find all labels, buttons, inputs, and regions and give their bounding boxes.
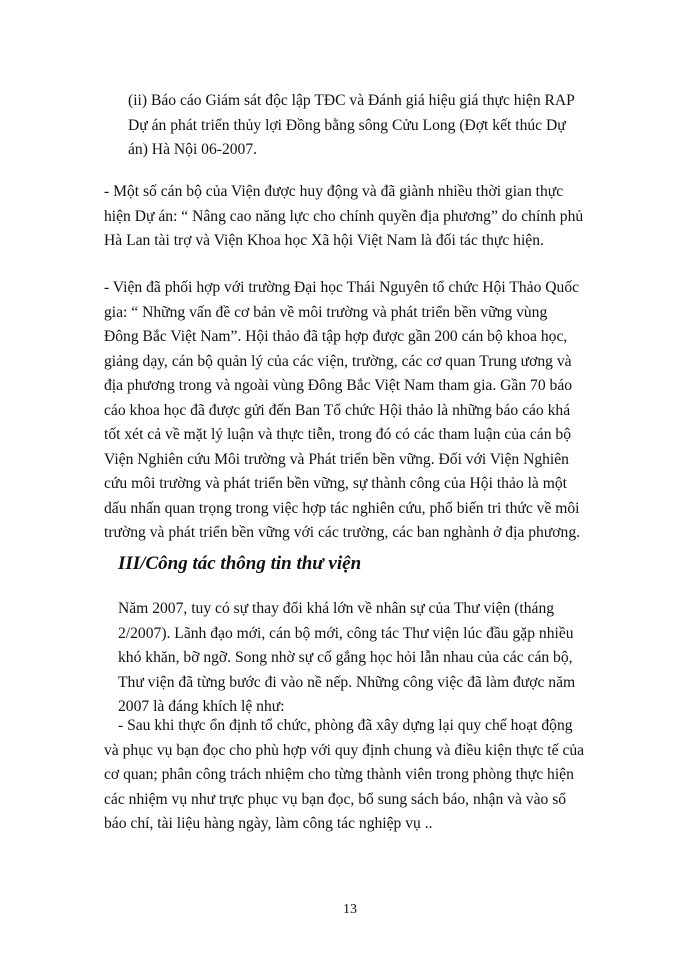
- text-line: Dự án phát triển thủy lợi Đồng bằng sông Cửu Long (Đợt kết thúc Dự: [128, 116, 566, 134]
- section-heading-library: III/Công tác thông tin thư viện: [118, 553, 362, 574]
- report-item-ii: [128, 89, 598, 163]
- paragraph-conference: [104, 276, 604, 546]
- text-line: cứu môi trường và phát triển bền vững, sự thành công của Hội thảo là một: [104, 475, 567, 492]
- text-line: - Sau khi thực ổn định tổ chức, phòng đã xây dựng lại quy chế hoạt động: [118, 717, 573, 734]
- text-line: Viện Nghiên cứu Môi trường và Phát triển bền vững. Đối với Viện Nghiên: [104, 450, 569, 468]
- text-line: cáo khoa học đã được gửi đến Ban Tổ chức Hội thảo là những báo cáo khá: [104, 401, 571, 419]
- text-line: Năm 2007, tuy có sự thay đổi khá lớn về nhân sự của Thư viện (tháng: [118, 600, 555, 617]
- text-line: giảng dạy, cán bộ quản lý của các viện, trường, các cơ quan Trung ương và: [104, 352, 572, 370]
- text-line: cơ quan; phân công trách nhiệm cho từng thành viên trong phòng thực hiện: [104, 766, 574, 783]
- paragraph-project: [104, 180, 604, 254]
- text-line: gia: “ Những vấn đề cơ bản về môi trường và phát triển bền vững vùng: [104, 303, 548, 321]
- text-line: các nhiệm vụ như trực phục vụ bạn đọc, bổ sung sách báo, nhận và vào sổ: [104, 790, 567, 808]
- text-line: án) Hà Nội 06-2007.: [128, 141, 258, 158]
- text-line: và phục vụ bạn đọc cho phù hợp với quy định chung và điều kiện thực tế của: [104, 741, 585, 759]
- text-line: Đông Bắc Việt Nam”. Hội thảo đã tập hợp được gần 200 cán bộ khoa học,: [104, 328, 568, 345]
- page-number: 13: [343, 902, 357, 917]
- paragraph-library-intro: [118, 597, 618, 720]
- text-line: 2/2007). Lãnh đạo mới, cán bộ mới, công tác Thư viện lúc đầu gặp nhiều: [118, 624, 574, 642]
- text-line: - Viện đã phối hợp với trường Đại học Thái Nguyên tổ chức Hội Thảo Quốc: [104, 279, 580, 296]
- text-line: dấu nhấn quan trọng trong việc hợp tác nghiên cứu, phổ biến tri thức về môi: [104, 499, 580, 517]
- text-line: Hà Lan tài trợ và Viện Khoa học Xã hội Việt Nam là đối tác thực hiện.: [104, 232, 544, 249]
- text-line: Thư viện đã từng bước đi vào nề nếp. Những công việc đã làm được năm: [118, 673, 576, 691]
- text-line: tốt xét cả về mặt lý luận và thực tiễn, trong đó có các tham luận của cán bộ: [104, 426, 571, 443]
- text-line: địa phương trong và ngoài vùng Đông Bắc Việt Nam tham gia. Gần 70 báo: [104, 377, 573, 394]
- text-line: báo chí, tài liệu hàng ngày, làm công tác nghiệp vụ ..: [104, 815, 433, 832]
- text-line: - Một số cán bộ của Viện được huy động và đã giành nhiều thời gian thực: [104, 183, 564, 200]
- text-line: hiện Dự án: “ Nâng cao năng lực cho chính quyền địa phương” do chính phủ: [104, 207, 584, 225]
- text-line: trường và phát triển bền vững với các trường, các ban nghành ở địa phương.: [104, 524, 581, 541]
- text-line: khó khăn, bỡ ngỡ. Song nhờ sự cố gắng học hỏi lẫn nhau của các cán bộ,: [118, 649, 573, 666]
- text-line: (ii) Báo cáo Giám sát độc lập TĐC và Đánh giá hiệu giá thực hiện RAP: [128, 92, 575, 109]
- text-line: 2007 là đáng khích lệ như:: [118, 698, 285, 715]
- paragraph-library-tasks: [104, 714, 604, 837]
